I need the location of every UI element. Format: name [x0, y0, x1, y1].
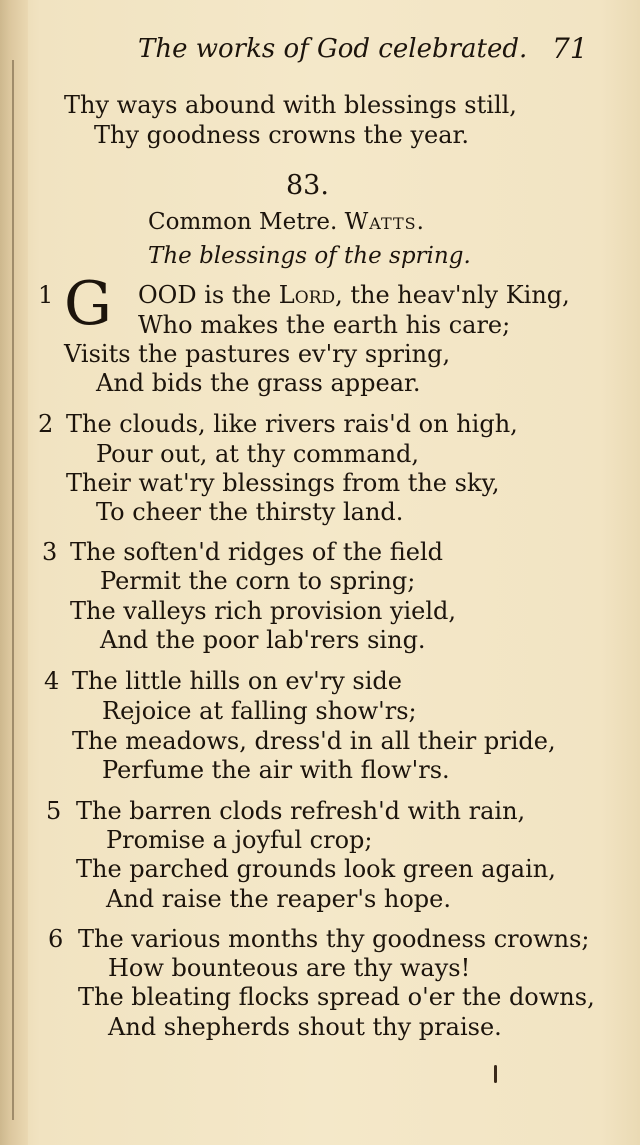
verse-line: And shepherds shout thy praise.	[108, 1013, 502, 1041]
verse-line: The parched grounds look green again,	[76, 855, 556, 883]
hymn-author: Watts.	[344, 209, 425, 235]
verse-line	[138, 280, 570, 310]
verse-line: Perfume the air with flow'rs.	[102, 756, 450, 784]
gutter-line	[12, 60, 14, 1120]
drop-cap: G	[64, 269, 112, 339]
verse-line: The little hills on ev'ry side	[72, 667, 402, 695]
hymn-number: 83.	[286, 170, 329, 201]
verse-line: The barren clods refresh'd with rain,	[76, 797, 526, 825]
verse-number: 2	[38, 410, 54, 438]
previous-hymn-line: Thy ways abound with blessings still,	[64, 91, 517, 119]
verse-line: To cheer the thirsty land.	[96, 498, 404, 526]
verse-line: Who makes the earth his care;	[138, 311, 511, 339]
verse-line: And raise the reaper's hope.	[106, 885, 451, 913]
verse-line: The bleating flocks spread o'er the downs,	[78, 983, 595, 1011]
hymn-metre	[148, 209, 425, 235]
verse-line: Permit the corn to spring;	[100, 567, 416, 595]
verse-line: The clouds, like rivers rais'd on high,	[66, 410, 518, 438]
verse-line: Visits the pastures ev'ry spring,	[64, 340, 451, 368]
verse-line: The various months thy goodness crowns;	[78, 925, 590, 953]
verse-line: And the poor lab'rers sing.	[100, 626, 426, 654]
verse-line: Promise a joyful crop;	[106, 826, 373, 854]
verse-number: 1	[38, 281, 54, 309]
verse-line: The soften'd ridges of the field	[70, 538, 444, 566]
verse-number: 6	[48, 925, 64, 953]
running-title: The works of God celebrated.	[138, 34, 528, 64]
page-number: 71	[552, 32, 588, 65]
hymn-subtitle: The blessings of the spring.	[148, 243, 471, 269]
verse-line: The meadows, dress'd in all their pride,	[72, 727, 556, 755]
verse-number: 3	[42, 538, 58, 566]
verse-line: Pour out, at thy command,	[96, 440, 420, 468]
ink-speck	[494, 1065, 497, 1083]
verse-line-part: , the heav'nly King,	[335, 281, 570, 309]
previous-hymn-line: Thy goodness crowns the year.	[94, 121, 469, 149]
verse-line: And bids the grass appear.	[96, 369, 421, 397]
page-gutter	[0, 0, 28, 1145]
verse-line: How bounteous are thy ways!	[108, 954, 471, 982]
verse-number: 4	[44, 667, 60, 695]
verse-number: 5	[46, 797, 62, 825]
verse-line: Their wat'ry blessings from the sky,	[66, 469, 500, 497]
verse-line-smallcaps: Lord	[278, 281, 336, 309]
verse-line-part: OOD is the	[138, 281, 279, 309]
verse-line: The valleys rich provision yield,	[70, 597, 457, 625]
metre-label: Common Metre.	[148, 209, 338, 235]
verse-line: Rejoice at falling show'rs;	[102, 697, 417, 725]
